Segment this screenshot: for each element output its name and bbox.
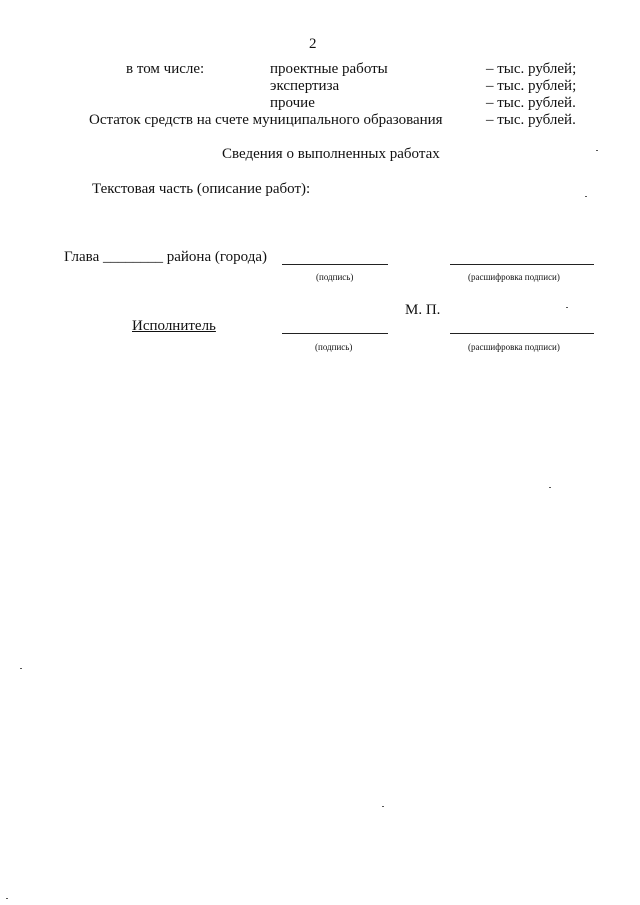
scan-speck xyxy=(382,806,384,807)
executor-label: Исполнитель xyxy=(132,318,216,334)
funds-item-unit: – тыс. рублей. xyxy=(486,95,576,111)
funds-item-name: прочие xyxy=(270,95,315,111)
scan-speck xyxy=(596,150,598,151)
funds-item-unit: – тыс. рублей; xyxy=(486,61,577,77)
executor-transcript-line xyxy=(450,333,594,334)
funds-item-name: экспертиза xyxy=(270,78,340,94)
executor-signature-line xyxy=(282,333,388,334)
balance-label: Остаток средств на счете муниципального образования xyxy=(89,112,443,128)
head-signature-label: Глава ________ района (города) xyxy=(64,249,267,265)
scan-speck xyxy=(549,487,551,488)
scan-speck xyxy=(566,307,568,308)
head-transcript-caption: (расшифровка подписи) xyxy=(468,272,560,282)
scan-speck xyxy=(585,196,587,197)
funds-item-unit: – тыс. рублей; xyxy=(486,78,577,94)
scan-speck xyxy=(6,898,8,899)
including-label: в том числе: xyxy=(126,61,205,77)
executor-signature-caption: (подпись) xyxy=(315,342,353,352)
head-signature-line xyxy=(282,264,388,265)
balance-unit: – тыс. рублей. xyxy=(486,112,576,128)
page-number: 2 xyxy=(309,36,317,52)
scan-speck xyxy=(20,668,22,669)
head-transcript-line xyxy=(450,264,594,265)
head-signature-caption: (подпись) xyxy=(316,272,354,282)
executor-transcript-caption: (расшифровка подписи) xyxy=(468,342,560,352)
text-part-label: Текстовая часть (описание работ): xyxy=(92,181,311,197)
stamp-label: М. П. xyxy=(405,302,441,318)
works-heading: Сведения о выполненных работах xyxy=(222,146,440,162)
funds-item-name: проектные работы xyxy=(270,61,388,77)
